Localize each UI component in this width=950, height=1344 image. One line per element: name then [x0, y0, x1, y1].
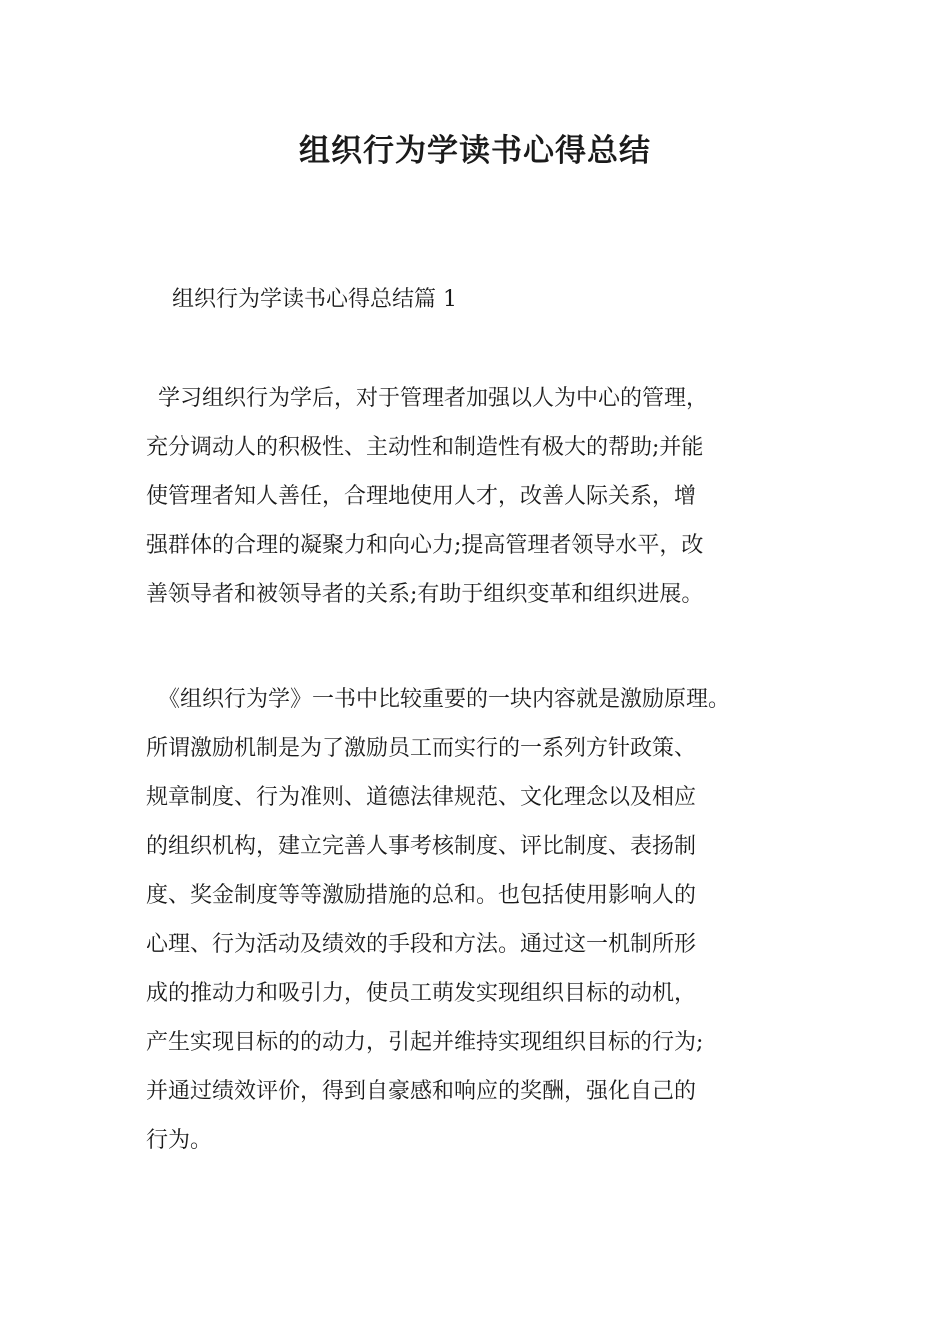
paragraph-line: 并通过绩效评价，得到自豪感和响应的奖酬，强化自己的	[146, 1079, 697, 1104]
paragraph-line: 的组织机构，建立完善人事考核制度、评比制度、表扬制	[146, 834, 697, 859]
paragraph-line: 心理、行为活动及绩效的手段和方法。通过这一机制所形	[146, 932, 697, 957]
paragraph-line: 所谓激励机制是为了激励员工而实行的一系列方针政策、	[146, 736, 697, 761]
document-title: 组织行为学读书心得总结	[299, 133, 651, 169]
paragraph-line: 成的推动力和吸引力，使员工萌发实现组织目标的动机，	[146, 981, 697, 1006]
paragraph-line: 《组织行为学》一书中比较重要的一块内容就是激励原理。	[158, 687, 731, 712]
paragraph-line: 产生实现目标的的动力，引起并维持实现组织目标的行为;	[146, 1030, 704, 1055]
paragraph-line: 行为。	[146, 1128, 213, 1153]
paragraph-1	[146, 374, 836, 619]
paragraph-line: 学习组织行为学后，对于管理者加强以人为中心的管理，	[158, 386, 709, 411]
paragraph-line: 强群体的合理的凝聚力和向心力;提高管理者领导水平，改	[146, 533, 704, 558]
paragraph-line: 充分调动人的积极性、主动性和制造性有极大的帮助;并能	[146, 435, 704, 460]
section-heading: 组织行为学读书心得总结篇 1	[172, 287, 457, 312]
paragraph-line: 善领导者和被领导者的关系;有助于组织变革和组织进展。	[146, 582, 704, 607]
paragraph-line: 规章制度、行为准则、道德法律规范、文化理念以及相应	[146, 785, 697, 810]
paragraph-line: 使管理者知人善任，合理地使用人才，改善人际关系，增	[146, 484, 697, 509]
paragraph-2	[146, 675, 836, 1165]
paragraph-line: 度、奖金制度等等激励措施的总和。也包括使用影响人的	[146, 883, 697, 908]
